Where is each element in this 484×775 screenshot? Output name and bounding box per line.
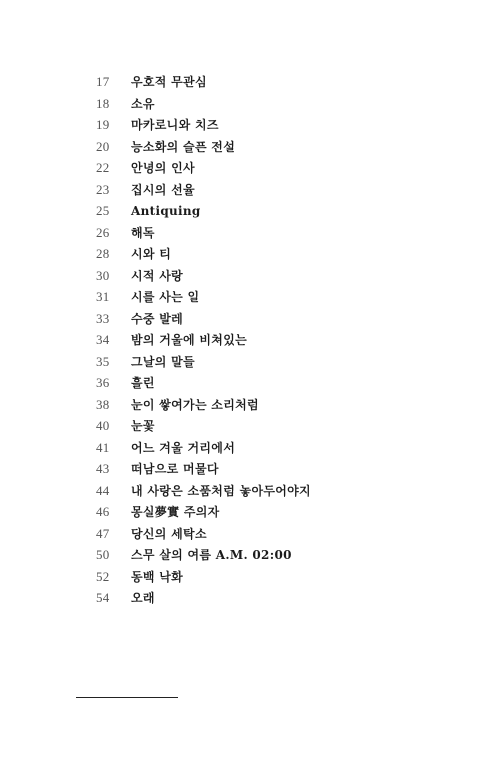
- toc-entry[interactable]: [96, 114, 436, 136]
- toc-entry[interactable]: [96, 351, 436, 373]
- toc-entry[interactable]: [96, 372, 436, 394]
- toc-entry[interactable]: [96, 136, 436, 158]
- toc-page-number: 30: [96, 267, 110, 283]
- toc-page-number: 23: [96, 181, 110, 197]
- toc-title: 동백 낙화: [131, 569, 184, 584]
- toc-page-number: 17: [96, 74, 110, 89]
- toc-entry[interactable]: [96, 480, 436, 502]
- toc-title: 그날의 말들: [131, 354, 195, 369]
- toc-entry[interactable]: [96, 394, 436, 416]
- toc-entry[interactable]: [96, 544, 436, 566]
- table-of-contents: [96, 71, 436, 609]
- toc-entry[interactable]: [96, 286, 436, 308]
- toc-page-number: 25: [96, 203, 110, 218]
- toc-title: 눈꽃: [131, 419, 155, 433]
- toc-title: 능소화의 슬픈 전설: [131, 139, 236, 154]
- toc-entry[interactable]: [96, 437, 436, 459]
- toc-entry[interactable]: [96, 157, 436, 179]
- toc-page-number: 18: [96, 95, 110, 111]
- toc-title: 내 사랑은 소품처럼 놓아두어야지: [131, 483, 311, 498]
- toc-entry[interactable]: [96, 265, 436, 287]
- toc-entry[interactable]: [96, 458, 436, 480]
- toc-title: 우호적 무관심: [131, 75, 207, 89]
- toc-entry[interactable]: [96, 179, 436, 201]
- toc-entry[interactable]: [96, 566, 436, 588]
- toc-title: 소유: [131, 96, 155, 111]
- toc-title: 스무 살의 여름 A.M. 02:00: [131, 548, 292, 562]
- toc-title: Antiquing: [131, 204, 201, 218]
- toc-entry[interactable]: [96, 329, 436, 351]
- toc-title: 수중 발레: [131, 311, 184, 326]
- toc-entry[interactable]: [96, 200, 436, 222]
- toc-page-number: 50: [96, 547, 110, 562]
- toc-page-number: 36: [96, 375, 110, 390]
- toc-title: 당신의 세탁소: [131, 526, 207, 541]
- toc-page-number: 33: [96, 310, 110, 326]
- toc-page-number: 46: [96, 504, 110, 519]
- toc-title: 눈이 쌓여가는 소리처럼: [131, 397, 259, 412]
- toc-page-number: 40: [96, 418, 110, 433]
- toc-title: 흘린: [131, 376, 155, 390]
- toc-page-number: 52: [96, 568, 110, 584]
- toc-title: 시적 사랑: [131, 268, 184, 283]
- toc-page-number: 28: [96, 246, 110, 261]
- toc-entry[interactable]: [96, 93, 436, 115]
- toc-page-number: 19: [96, 117, 110, 132]
- toc-page-number: 35: [96, 353, 110, 369]
- toc-entry[interactable]: [96, 415, 436, 437]
- toc-entry[interactable]: [96, 501, 436, 523]
- toc-title: 떠남으로 머물다: [131, 462, 219, 476]
- toc-page-number: 38: [96, 396, 110, 412]
- toc-entry[interactable]: [96, 243, 436, 265]
- toc-entry[interactable]: [96, 523, 436, 545]
- toc-page-number: 31: [96, 289, 110, 304]
- toc-title: 몽실夢實 주의자: [131, 505, 220, 519]
- toc-page-number: 47: [96, 525, 110, 541]
- toc-title: 시와 티: [131, 247, 172, 261]
- toc-title: 마카로니와 치즈: [131, 118, 219, 132]
- toc-title: 안녕의 인사: [131, 161, 195, 175]
- toc-page-number: 54: [96, 590, 110, 605]
- toc-page-number: 44: [96, 482, 110, 498]
- toc-title: 해독: [131, 225, 155, 240]
- toc-entry[interactable]: [96, 71, 436, 93]
- toc-title: 어느 겨울 거리에서: [131, 440, 236, 455]
- toc-title: 시를 사는 일: [131, 290, 200, 304]
- toc-page-number: 20: [96, 138, 110, 154]
- toc-page-number: 43: [96, 461, 110, 476]
- toc-title: 오래: [131, 591, 155, 605]
- footnote-divider: [76, 697, 178, 698]
- toc-page-number: 26: [96, 224, 110, 240]
- toc-title: 집시의 선율: [131, 182, 195, 197]
- toc-page-number: 22: [96, 160, 110, 175]
- toc-entry[interactable]: [96, 308, 436, 330]
- toc-entry[interactable]: [96, 587, 436, 609]
- toc-entry[interactable]: [96, 222, 436, 244]
- toc-page-number: 34: [96, 332, 110, 347]
- toc-page-number: 41: [96, 439, 110, 455]
- toc-title: 밤의 거울에 비쳐있는: [131, 333, 247, 347]
